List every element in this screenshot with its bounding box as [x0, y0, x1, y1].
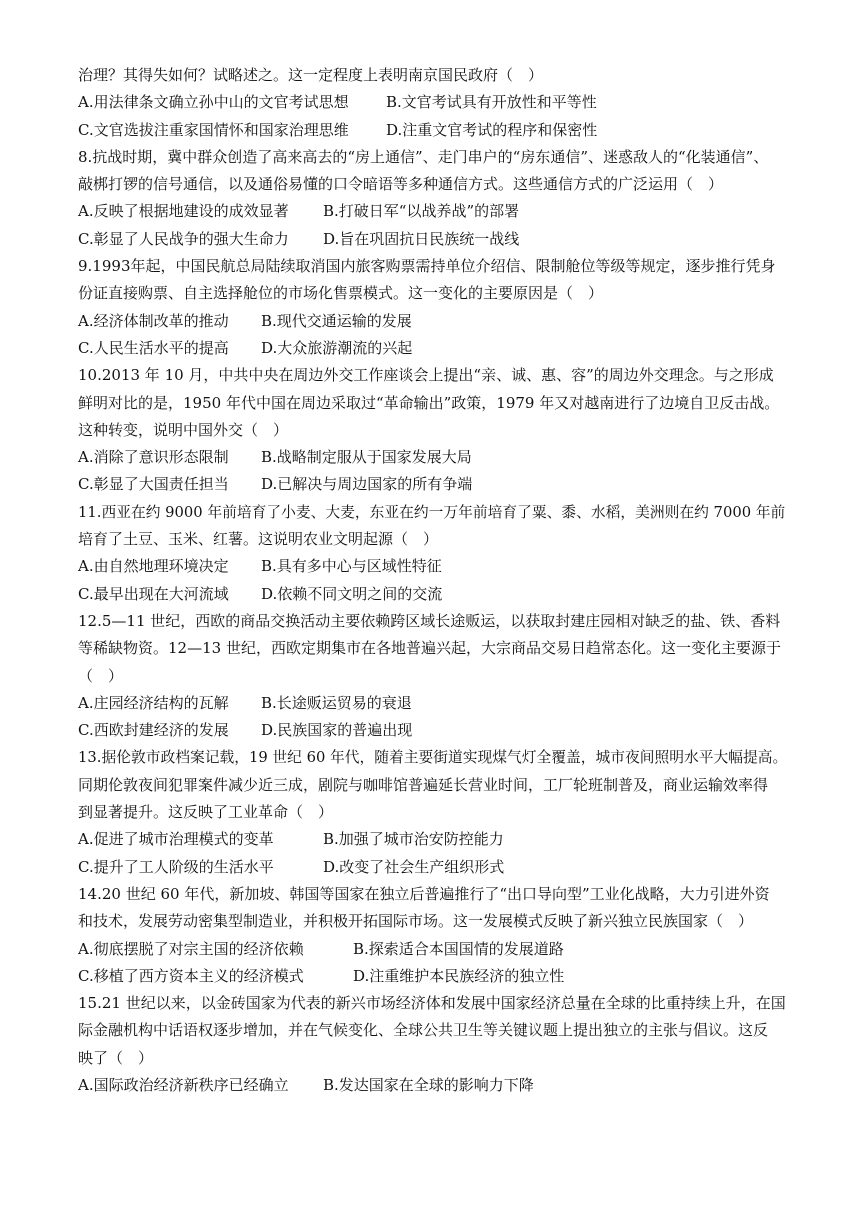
q8-stem-line2: 敲梆打锣的信号通信，以及通俗易懂的口令暗语等多种通信方式。这些通信方式的广泛运用（ ）: [78, 175, 724, 194]
q11-stem-line2: 培育了土豆、玉米、红薯。这说明农业文明起源（ ）: [78, 530, 439, 549]
q14-options-row2: [78, 963, 794, 990]
q12-option-a: A.庄园经济结构的瓦解: [78, 693, 229, 712]
q12-stem-line2: 等稀缺物资。12—13 世纪，西欧定期集市在各地普遍兴起，大宗商品交易日趋常态化。这一变化主要源于: [78, 639, 781, 658]
q13-options-row2: [78, 854, 794, 881]
q10-option-b: B.战略制定服从于国家发展大局: [261, 448, 472, 467]
q8-option-c: C.彰显了人民战争的强大生命力: [78, 229, 289, 248]
q8-option-a: A.反映了根据地建设的成效显著: [78, 202, 289, 221]
q11-options-row2: [78, 581, 794, 608]
q12-option-d: D.民族国家的普遍出现: [261, 721, 413, 740]
q13-option-a: A.促进了城市治理模式的变革: [78, 830, 274, 849]
q8-options-row2: [78, 226, 794, 253]
q14-options-row1: [78, 936, 794, 963]
q11-option-b: B.具有多中心与区域性特征: [261, 557, 442, 576]
exam-page: [78, 62, 794, 1099]
q10-stem-line2: 鲜明对比的是，1950 年代中国在周边采取过“革命输出”政策，1979 年又对越南进行了边境自卫反击战。: [78, 393, 780, 412]
q7-option-a: A.用法律条文确立孙中山的文官考试思想: [78, 93, 349, 112]
q12-stem-line3: （ ）: [78, 666, 124, 685]
q15-option-a: A.国际政治经济新秩序已经确立: [78, 1075, 289, 1094]
q8-stem-line1: 8.抗战时期，冀中群众创造了高来高去的“房上通信”、走门串户的“房东通信”、迷惑敌人的“化装通信”、: [78, 147, 769, 166]
q13-option-b: B.加强了城市治安防控能力: [323, 830, 504, 849]
q15-options-row1: [78, 1072, 794, 1099]
q15-stem-line2: 际金融机构中话语权逐步增加，并在气候变化、全球公共卫生等关键议题上提出独立的主张与倡议。这反: [78, 1021, 769, 1040]
q8-option-d: D.旨在巩固抗日民族统一战线: [323, 229, 520, 248]
q10-stem-line1: 10.2013 年 10 月，中共中央在周边外交工作座谈会上提出“亲、诚、惠、容”的周边外交理念。与之形成: [78, 366, 774, 385]
q7-option-b: B.文官考试具有开放性和平等性: [386, 93, 597, 112]
q9-option-c: C.人民生活水平的提高: [78, 338, 229, 357]
q14-option-d: D.注重维护本民族经济的独立性: [353, 966, 565, 985]
q9-stem-line2: 份证直接购票、自主选择舱位的市场化售票模式。这一变化的主要原因是（ ）: [78, 284, 604, 303]
q12-stem-line1: 12.5—11 世纪，西欧的商品交换活动主要依赖跨区域长途贩运，以获取封建庄园相对缺乏的盐、铁、香料: [78, 611, 781, 630]
q13-stem-line2: 同期伦敦夜间犯罪案件减少近三成，剧院与咖啡馆普遍延长营业时间，工厂轮班制普及，商业运输效率得: [78, 775, 769, 794]
q11-option-a: A.由自然地理环境决定: [78, 557, 229, 576]
q11-option-c: C.最早出现在大河流域: [78, 584, 229, 603]
q7-stem: 治理？其得失如何？试略述之。这一定程度上表明南京国民政府（ ）: [78, 66, 544, 84]
q10-option-c: C.彰显了大国责任担当: [78, 475, 229, 494]
q13-option-d: D.改变了社会生产组织形式: [323, 857, 505, 876]
q10-options-row2: [78, 471, 794, 498]
q12-options-row1: [78, 690, 794, 717]
q15-option-b: B.发达国家在全球的影响力下降: [323, 1075, 534, 1094]
q11-options-row1: [78, 553, 794, 580]
q9-option-a: A.经济体制改革的推动: [78, 311, 229, 330]
q12-option-b: B.长途贩运贸易的衰退: [261, 693, 412, 712]
q12-option-c: C.西欧封建经济的发展: [78, 721, 229, 740]
q10-option-d: D.已解决与周边国家的所有争端: [261, 475, 473, 494]
q8-option-b: B.打破日军“以战养战”的部署: [323, 202, 520, 221]
q14-stem-line1: 14.20 世纪 60 年代，新加坡、韩国等国家在独立后普遍推行了“出口导向型”工业化战略，大力引进外资: [78, 884, 770, 903]
q10-options-row1: [78, 444, 794, 471]
q13-option-c: C.提升了工人阶级的生活水平: [78, 857, 274, 876]
q10-stem-line3: 这种转变，说明中国外交（ ）: [78, 420, 289, 439]
q12-options-row2: [78, 717, 794, 744]
q13-stem-line3: 到显著提升。这反映了工业革命（ ）: [78, 803, 334, 822]
q7-options-row1: [78, 89, 794, 116]
q11-option-d: D.依赖不同文明之间的交流: [261, 584, 443, 603]
q14-stem-line2: 和技术，发展劳动密集型制造业，并积极开拓国际市场。这一发展模式反映了新兴独立民族国家（ ）: [78, 912, 754, 931]
q14-option-a: A.彻底摆脱了对宗主国的经济依赖: [78, 939, 304, 958]
q9-options-row1: [78, 308, 794, 335]
q9-options-row2: [78, 335, 794, 362]
q15-stem-line3: 映了（ ）: [78, 1048, 154, 1067]
q10-option-a: A.消除了意识形态限制: [78, 448, 229, 467]
q8-options-row1: [78, 198, 794, 225]
q9-stem-line1: 9.1993年起，中国民航总局陆续取消国内旅客购票需持单位介绍信、限制舱位等级等规定，逐步推行凭身: [78, 257, 776, 276]
q14-option-c: C.移植了西方资本主义的经济模式: [78, 966, 304, 985]
q9-option-d: D.大众旅游潮流的兴起: [261, 338, 413, 357]
q15-stem-line1: 15.21 世纪以来，以金砖国家为代表的新兴市场经济体和发展中国家经济总量在全球的比重持续上升，在国: [78, 994, 786, 1013]
q9-option-b: B.现代交通运输的发展: [261, 311, 412, 330]
q11-stem-line1: 11.西亚在约 9000 年前培育了小麦、大麦，东亚在约一万年前培育了粟、黍、水稻，美洲则在约 7000 年前: [78, 503, 786, 521]
q14-option-b: B.探索适合本国国情的发展道路: [353, 939, 564, 958]
q7-option-c: C.文官选拔注重家国情怀和国家治理思维: [78, 120, 349, 139]
q13-stem-line1: 13.据伦敦市政档案记载，19 世纪 60 年代，随着主要街道实现煤气灯全覆盖，城市夜间照明水平大幅提高。: [78, 749, 788, 767]
q7-options-row2: [78, 117, 794, 144]
q7-option-d: D.注重文官考试的程序和保密性: [386, 120, 598, 139]
q13-options-row1: [78, 826, 794, 853]
